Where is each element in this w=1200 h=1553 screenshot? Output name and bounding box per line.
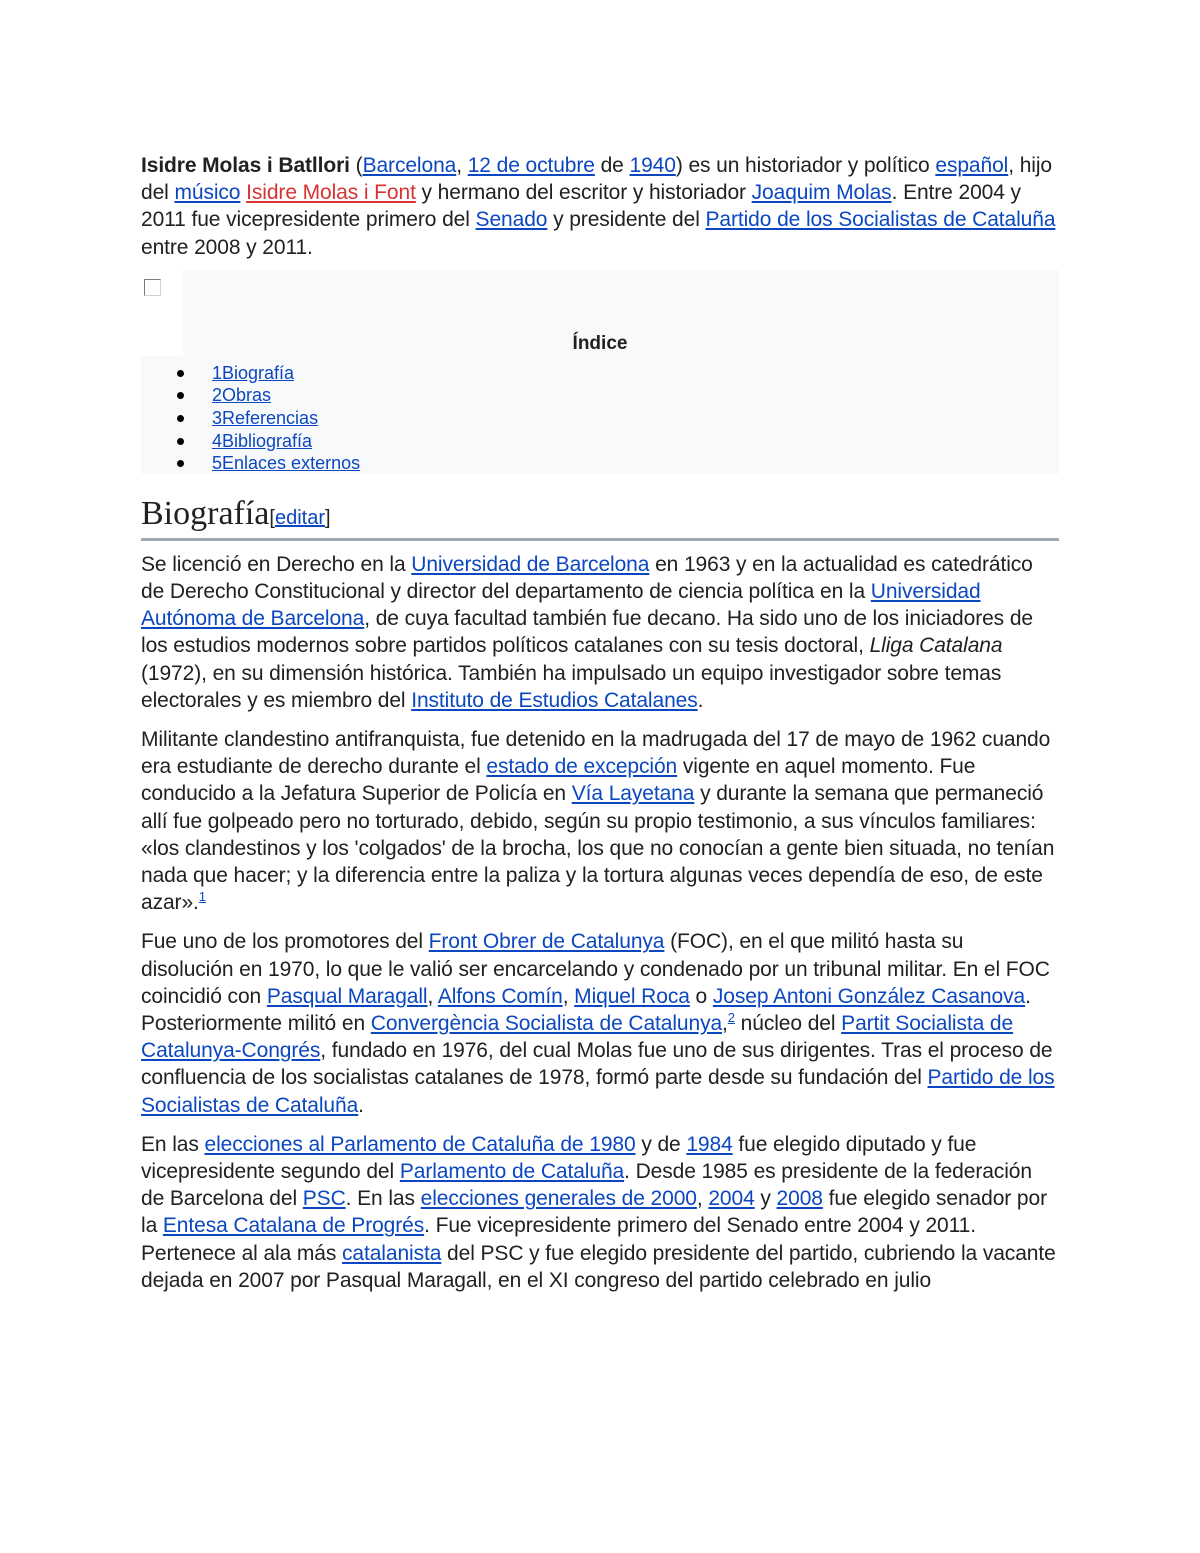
link-entesa[interactable]: Entesa Catalana de Progrés <box>162 1214 425 1238</box>
link-elecciones-1980[interactable]: elecciones al Parlamento de Cataluña de 1980 <box>204 1132 636 1156</box>
toc-item <box>175 407 360 430</box>
toc-link-bibliografia[interactable] <box>212 431 312 451</box>
text-run: , de cuya facultad también fue decano. Ha sido uno de los iniciadores de los estudios modernos sobre partidos políticos catalanes con su tesis doctoral, <box>141 607 1033 658</box>
text-run: Se licenció en Derecho en la <box>141 552 412 576</box>
link-psc[interactable]: Partido de los Socialistas de Cataluña <box>705 208 1056 232</box>
text-run: en 1963 y en la actualidad es catedrático de Derecho Constitucional y director del departamento de ciencia política en la <box>141 552 1033 604</box>
link-maragall[interactable]: Pasqual Maragall <box>266 984 428 1008</box>
paragraph-elections <box>141 1131 1059 1294</box>
text-run: o <box>689 984 713 1008</box>
link-gonzalez-casanova[interactable]: Josep Antoni González Casanova <box>712 984 1026 1008</box>
link-brother[interactable]: Joaquim Molas <box>751 181 892 205</box>
toc-link-biografia[interactable] <box>212 363 294 383</box>
toc-number: 4 <box>212 430 223 451</box>
link-father-missing[interactable]: Isidre Molas i Font <box>246 181 416 205</box>
link-ub[interactable]: Universidad de Barcelona <box>411 552 650 576</box>
toc-link-enlaces[interactable] <box>212 453 360 473</box>
intro-paragraph <box>141 152 1059 261</box>
link-foc[interactable]: Front Obrer de Catalunya <box>428 930 665 954</box>
text-run: . <box>358 1093 364 1117</box>
text-run: , <box>562 984 575 1008</box>
link-musico[interactable]: músico <box>174 181 241 205</box>
toc-item <box>175 430 360 453</box>
link-1984[interactable]: 1984 <box>686 1132 733 1156</box>
text-run: y de <box>635 1132 687 1156</box>
text-run: y durante la semana que permaneció allí fue golpeado pero no torturado, debido, según su propio testimonio, a sus vínculos familiares: «los clandestinos y los 'colgados' de la brocha, los que no conocían a gente bien situada, no tenían nada que hacer; y la diferencia entre la paliza y la tortura algunas veces dependía de eso, de este azar». <box>141 782 1055 915</box>
toc-label: Referencias <box>222 408 319 428</box>
reference-link-2[interactable]: 2 <box>727 1010 735 1026</box>
text-run: vigente en aquel momento. Fue conducido a la Jefatura Superior de Policía en <box>141 755 976 806</box>
paragraph-education <box>141 551 1059 714</box>
text-run: . Entre 2004 y 2011 fue vicepresidente primero del <box>141 181 1021 232</box>
text-run: , hijo del <box>141 154 1052 205</box>
text-run: , <box>427 984 438 1008</box>
toc-label: Enlaces externos <box>222 453 361 474</box>
edit-bracket-close: ] <box>325 506 331 529</box>
toc-item <box>175 452 360 475</box>
link-barcelona[interactable]: Barcelona <box>362 154 457 177</box>
link-iec[interactable]: Instituto de Estudios Catalanes <box>411 688 698 712</box>
toc-item <box>175 362 360 385</box>
section-heading <box>141 494 1059 541</box>
toc-number: 3 <box>212 408 223 428</box>
toc-number: 5 <box>212 453 223 474</box>
link-psc-congres[interactable]: Partit Socialista de Catalunya-Congrés <box>141 1012 1014 1063</box>
text-run: . Fue vicepresidente primero del Senado entre 2004 y 2011. Pertenece al ala más <box>141 1214 976 1265</box>
link-birth-date[interactable]: 12 de octubre <box>467 154 595 177</box>
link-birth-year[interactable]: 1940 <box>629 154 676 177</box>
link-2008[interactable]: 2008 <box>776 1187 823 1211</box>
text-run: fue elegido diputado y fue vicepresidente segundo del <box>141 1132 977 1184</box>
text-run: . Posteriormente militó en <box>141 984 1031 1036</box>
link-csc[interactable]: Convergència Socialista de Catalunya <box>370 1012 723 1036</box>
reference-link-1[interactable]: 1 <box>198 889 206 905</box>
text-run: . En las <box>345 1187 421 1211</box>
text-run: . <box>697 688 704 712</box>
toc-number: 2 <box>212 385 223 406</box>
text-run: fue elegido senador por la <box>141 1187 1047 1238</box>
toc-list <box>175 362 360 475</box>
link-uab[interactable]: Universidad Autónoma de Barcelona <box>141 580 981 631</box>
toc-label: Bibliografía <box>222 430 313 451</box>
text-run: del PSC y fue elegido presidente del partido, cubriendo la vacante dejada en 2007 por Pasqual Maragall, en el XI congreso del partido celebrado en julio <box>141 1241 1056 1292</box>
link-comin[interactable]: Alfons Comín <box>437 984 563 1008</box>
text-run: ( <box>349 154 363 177</box>
link-catalanista[interactable]: catalanista <box>342 1241 442 1265</box>
link-2004[interactable]: 2004 <box>708 1187 755 1211</box>
link-senado[interactable]: Senado <box>475 208 548 232</box>
text-run: , <box>722 1012 728 1036</box>
link-espanol[interactable]: español <box>935 154 1009 177</box>
text-run: y hermano del escritor y historiador <box>415 181 752 205</box>
text-run: ) es un historiador y político <box>675 154 936 177</box>
text-run: , fundado en 1976, del cual Molas fue uno de sus dirigentes. Tras el proceso de confluencia de los socialistas catalanes de 1978, formó parte desde su fundación del <box>141 1039 1053 1090</box>
toc-label: Obras <box>222 385 272 406</box>
toc-link-referencias[interactable] <box>212 408 318 428</box>
text-run: Fue uno de los promotores del <box>141 930 429 954</box>
toc-toggle-checkbox[interactable] <box>144 279 161 296</box>
link-roca[interactable]: Miquel Roca <box>574 984 690 1008</box>
text-run: . Desde 1985 es presidente de la federación de Barcelona del <box>141 1160 1032 1211</box>
article-subject: Isidre Molas i Batllori <box>141 154 350 177</box>
link-psc-abbr[interactable]: PSC <box>302 1187 346 1211</box>
table-of-contents <box>141 270 1059 474</box>
section-title: Biografía <box>141 494 270 532</box>
edit-section-link[interactable]: editar <box>274 506 325 529</box>
text-run: , <box>456 154 468 177</box>
toc-label: Biografía <box>222 362 295 383</box>
edit-bracket-open: [ <box>269 506 275 529</box>
toc-title: Índice <box>572 332 628 354</box>
text-run: (FOC), en el que militó hasta su disolución en 1970, lo que le valió ser encarcelando y condenado por un tribunal militar. En el FOC coincidió con <box>141 930 1050 1008</box>
text-run: (1972), en su dimensión histórica. También ha impulsado un equipo investigador sobre temas electorales y es miembro del <box>141 661 1002 712</box>
paragraph-detention <box>141 726 1059 916</box>
paragraph-foc <box>141 928 1059 1118</box>
thesis-title: Lliga Catalana <box>869 634 1003 658</box>
text-run: de <box>594 154 630 177</box>
text-run: y <box>754 1187 777 1211</box>
text-run: En las <box>141 1132 205 1156</box>
text-run: y presidente del <box>547 208 706 232</box>
toc-link-obras[interactable] <box>212 385 271 405</box>
link-psc-party[interactable]: Partido de los Socialistas de Cataluña <box>141 1066 1055 1117</box>
toc-item <box>175 384 360 407</box>
text-run: entre 2008 y 2011. <box>141 235 313 259</box>
article-body <box>141 152 1059 1294</box>
text-run: , <box>696 1187 709 1211</box>
link-parlamento[interactable]: Parlamento de Cataluña <box>399 1160 625 1184</box>
link-generales-2000[interactable]: elecciones generales de 2000 <box>420 1187 697 1211</box>
link-estado-excepcion[interactable]: estado de excepción <box>486 755 678 779</box>
link-via-layetana[interactable]: Vía Layetana <box>571 782 695 806</box>
toc-number: 1 <box>212 362 223 383</box>
text-run: Militante clandestino antifranquista, fue detenido en la madrugada del 17 de mayo de 1962 cuando era estudiante de derecho durante el <box>141 728 1051 779</box>
text-run: núcleo del <box>734 1012 842 1036</box>
